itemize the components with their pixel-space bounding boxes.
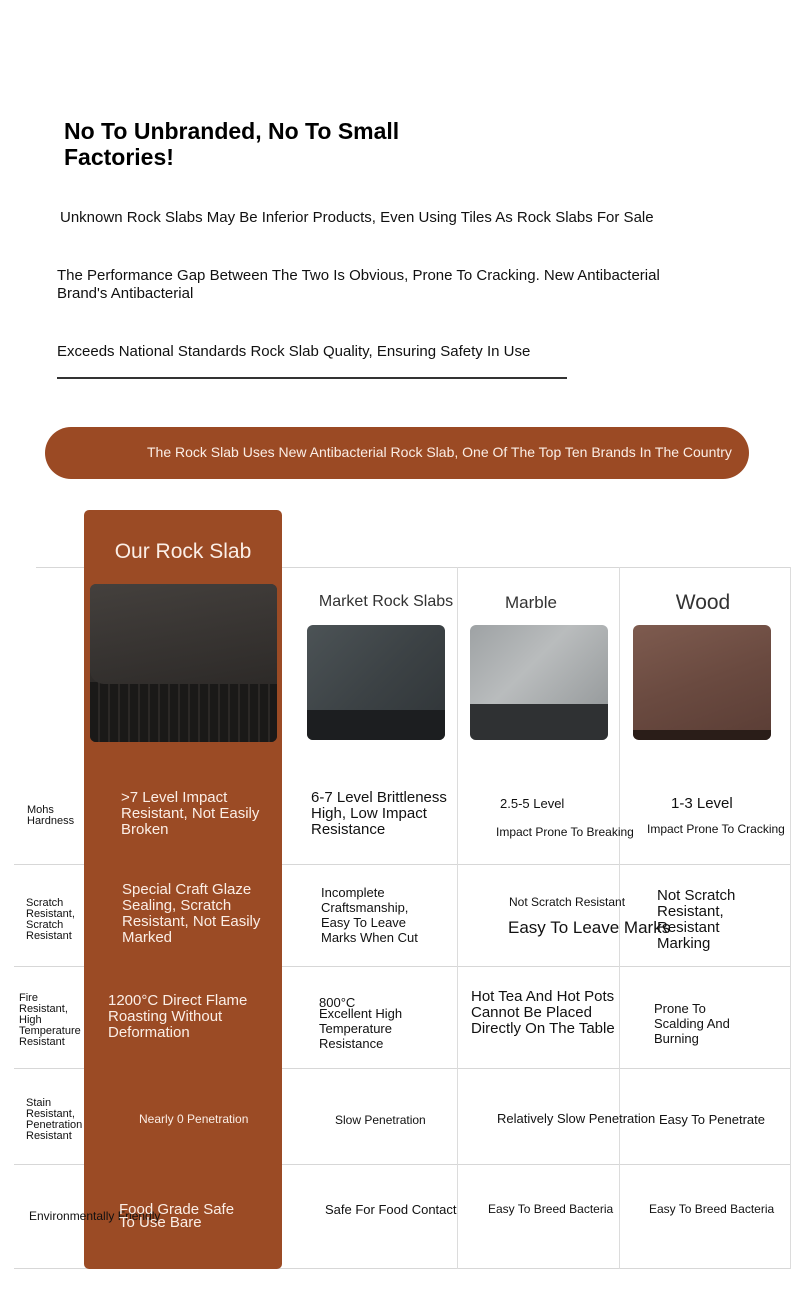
banner-text: The Rock Slab Uses New Antibacterial Rock Slab, One Of The Top Ten Brands In The Country (147, 444, 732, 460)
row-label-stain: Stain Resistant, Penetration Resistant (26, 1097, 83, 1142)
divider-rule (57, 377, 567, 379)
cell-market-scratch: Incomplete Craftsmanship, Easy To Leave Marks When Cut (321, 885, 418, 945)
page-headline: No To Unbranded, No To Small Factories! (64, 118, 400, 170)
cell-market-fire-temp: 800°C (319, 995, 356, 1010)
cell-wood-fire: Prone To Scalding And Burning (654, 1001, 730, 1046)
row-label-fire: Fire Resistant, High Temperature Resistant (19, 992, 81, 1048)
cell-market-mohs: 6-7 Level Brittleness High, Low Impact Resistance (311, 789, 447, 838)
column-divider (790, 567, 791, 1269)
cell-wood-env: Easy To Breed Bacteria (649, 1202, 775, 1216)
cell-ours-fire: 1200°C Direct Flame Roasting Without Deformation (108, 992, 248, 1041)
row-label-env: Environmentally Friendly (29, 1209, 161, 1223)
cell-marble-env: Easy To Breed Bacteria (488, 1202, 614, 1216)
cell-marble-fire: Hot Tea And Hot Pots Cannot Be Placed Directly On The Table (471, 988, 615, 1037)
cell-market-stain: Slow Penetration (335, 1113, 426, 1127)
column-title-market: Market Rock Slabs (318, 593, 454, 610)
intro-paragraph-3: Exceeds National Standards Rock Slab Quality, Ensuring Safety In Use (57, 343, 531, 360)
column-title-marble: Marble (505, 593, 557, 612)
cell-wood-stain: Easy To Penetrate (659, 1112, 765, 1127)
column-divider (457, 567, 458, 1269)
cell-ours-env: Food Grade Safe To Use Bare (119, 1201, 235, 1231)
cell-marble-scratch-main: Easy To Leave Marks (508, 918, 671, 937)
cell-ours-stain: Nearly 0 Penetration (139, 1112, 249, 1126)
wood-image (633, 625, 771, 740)
cell-wood-mohs-level: 1-3 Level (671, 795, 733, 812)
marble-image (470, 625, 608, 740)
cell-market-env: Safe For Food Contact (325, 1202, 457, 1217)
cell-wood-scratch: Not Scratch Resistant, Resistant Marking (657, 887, 736, 952)
cell-marble-scratch-note: Not Scratch Resistant (509, 895, 626, 909)
cell-market-fire: Excellent High Temperature Resistance (319, 1006, 403, 1051)
cell-ours-mohs: >7 Level Impact Resistant, Not Easily Broken (121, 789, 260, 838)
row-label-mohs: Mohs Hardness (27, 804, 75, 827)
market-rock-slab-image (307, 625, 445, 740)
cell-wood-mohs-note: Impact Prone To Cracking (647, 822, 785, 836)
cell-marble-mohs-level: 2.5-5 Level (500, 796, 565, 811)
cell-marble-stain: Relatively Slow Penetration (497, 1111, 656, 1126)
intro-paragraph-1: Unknown Rock Slabs May Be Inferior Products, Even Using Tiles As Rock Slabs For Sale (60, 209, 654, 226)
cell-marble-mohs-note: Impact Prone To Breaking (496, 825, 634, 839)
cell-ours-scratch: Special Craft Glaze Sealing, Scratch Resistant, Not Easily Marked (122, 881, 261, 946)
row-label-scratch: Scratch Resistant, Scratch Resistant (26, 897, 75, 942)
column-title-ours: Our Rock Slab (114, 540, 252, 563)
brand-banner (45, 427, 749, 479)
our-rock-slab-image (90, 584, 277, 742)
column-title-wood: Wood (675, 591, 731, 614)
intro-paragraph-2: The Performance Gap Between The Two Is Obvious, Prone To Cracking. New Antibacterial Brand's Antibacterial (57, 267, 660, 302)
